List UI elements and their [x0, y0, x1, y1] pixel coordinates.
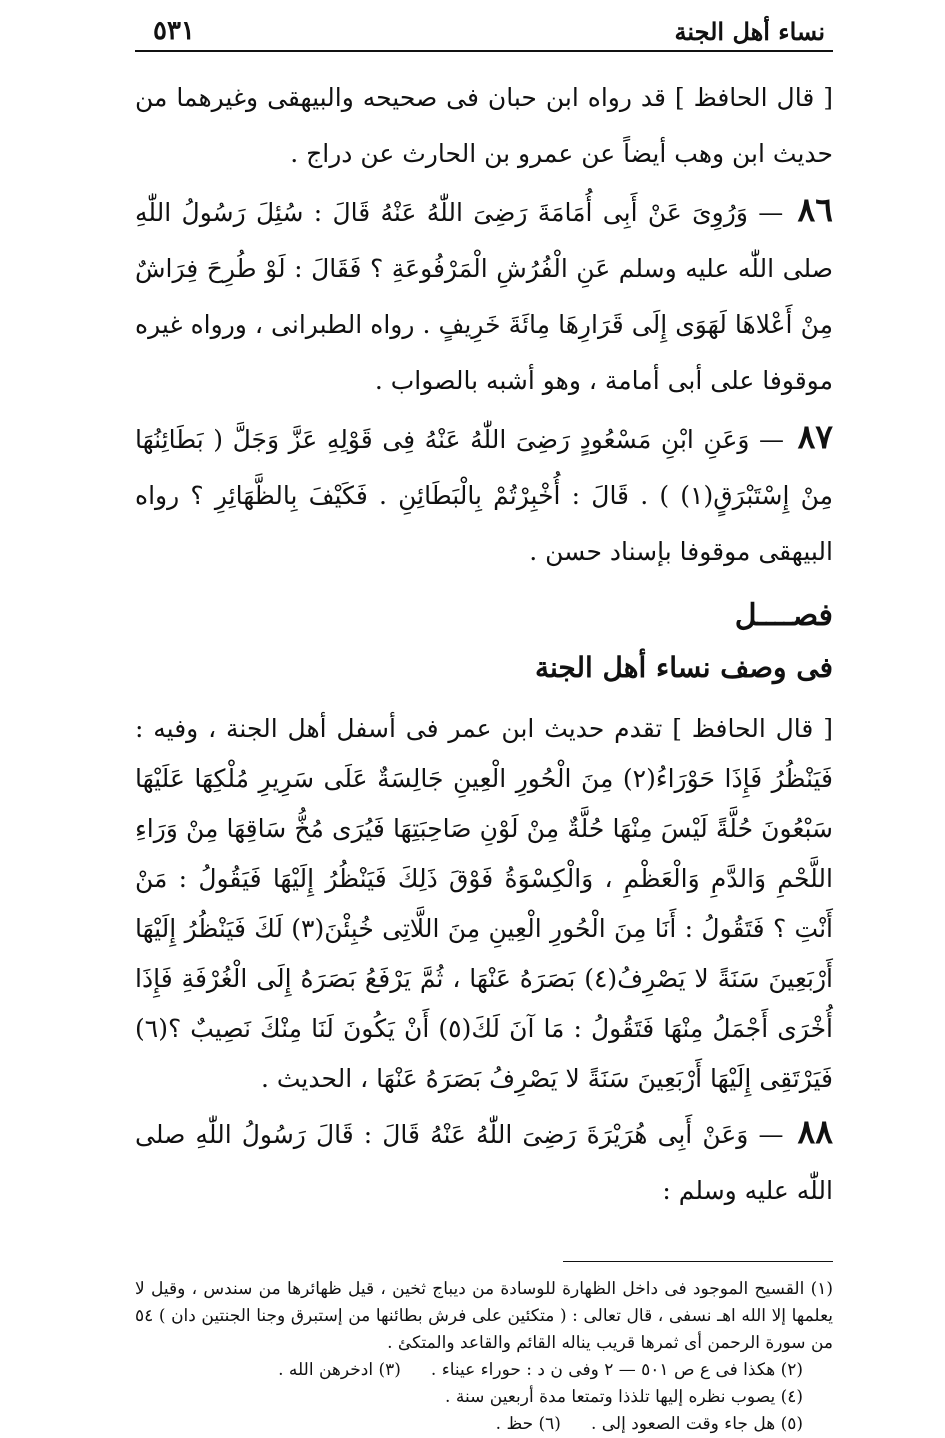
- section-title: فصــــل: [734, 598, 833, 633]
- footnotes: [135, 1276, 833, 1438]
- main-text: [135, 70, 833, 1219]
- intro-paragraph: [ قال الحافظ ] قد رواه ابن حبان فى صحيحه والبيهقى وغيرهما من حديث ابن وهب أيضاً عن عمرو بن الحارث عن دراج .: [135, 83, 833, 168]
- footnote-row: [135, 1384, 833, 1411]
- footnote-row: [135, 1357, 833, 1384]
- footnote-row: [135, 1411, 833, 1438]
- hadith-number: ٨٧: [797, 417, 834, 456]
- hadith-text: — وَعَنْ أَبِى هُرَيْرَةَ رَضِىَ اللّٰهُ عَنْهُ قَالَ : قَالَ رَسُولُ اللّٰهِ صلى اللّٰه عليه وسلم :: [135, 1120, 833, 1205]
- running-header: [135, 10, 833, 52]
- hadith-87: [135, 409, 833, 580]
- footnote-3: (٣) ادخرهن الله .: [278, 1360, 401, 1380]
- running-title: نساء أهل الجنة: [674, 17, 825, 46]
- footnote-5: (٥) هل جاء وقت الصعود إلى .: [590, 1414, 803, 1434]
- hadith-text: — وَرُوِىَ عَنْ أَبِى أُمَامَةَ رَضِىَ اللّٰهُ عَنْهُ قَالَ : سُئِلَ رَسُولُ اللّٰهِ صلى اللّٰه عليه وسلم عَنِ الْفُرُشِ الْمَرْفُوعَةِ ؟ فَقَالَ : لَوْ طُرِحَ فِرَاشٌ مِنْ أَعْلاهَا لَهَوَى إِلَى قَرَارِهَا مِائَةَ خَرِيفٍ . رواه الطبرانى ، ورواه غيره موقوفا على أبى أمامة ، وهو أشبه بالصواب .: [135, 198, 833, 395]
- page-number: ٥٣١: [153, 16, 195, 46]
- footnote-1: (١) القسيح الموجود فى داخل الظهارة للوسادة من ديباج ثخين ، قيل ظهائرها من سندس ، وقيل لا يعلمها إلا الله اهـ نسفى ، قال تعالى : ( متكئين على فرش بطائنها من إستبرق وجنا الجنتين دان ) ٥٤ من سورة الرحمن أى ثمرها قريب يناله القائم والقاعد والمتكئ .: [135, 1279, 833, 1353]
- fasl-paragraph: [ قال الحافظ ] تقدم حديث ابن عمر فى أسفل أهل الجنة ، وفيه : فَيَنْظُرُ فَإِذَا حَوْرَاءُ(٢) مِنَ الْحُورِ الْعِينِ جَالِسَةٌ عَلَى سَرِيرِ مُلْكِهَا عَلَيْهَا سَبْعُونَ حُلَّةً لَيْسَ مِنْهَا حُلَّةٌ مِنْ لَوْنِ صَاحِبَتِهَا فَيُرَى مُخُّ سَاقِهَا مِنْ وَرَاءِ اللَّحْمِ وَالدَّمِ وَالْعَظْمِ ، وَالْكِسْوَةُ فَوْقَ ذَلِكَ فَيَنْظُرُ إِلَيْهَا فَيَقُولُ : مَنْ أَنْتِ ؟ فَتَقُولُ : أَنَا مِنَ الْحُورِ الْعِينِ مِنَ اللَّاتِى خُبِئْنَ(٣) لَكَ فَيَنْظُرُ إِلَيْهَا أَرْبَعِينَ سَنَةً لا يَصْرِفُ(٤) بَصَرَهُ عَنْهَا ، ثُمَّ يَرْفَعُ بَصَرَهُ إِلَى الْغُرْفَةِ فَإِذَا أُخْرَى أَجْمَلُ مِنْهَا فَتَقُولُ : مَا آنَ لَكَ(٥) أَنْ يَكُونَ لَنَا مِنْكَ نَصِيبٌ ؟(٦) فَيَرْتَقِى إِلَيْهَا أَرْبَعِينَ سَنَةً لا يَصْرِفُ بَصَرَهُ عَنْهَا ، الحديث .: [135, 714, 834, 1093]
- hadith-text: — وَعَنِ ابْنِ مَسْعُودٍ رَضِىَ اللّٰهُ عَنْهُ فِى قَوْلِهِ عَزَّ وَجَلَّ ( بَطَائِنُهَا مِنْ إِسْتَبْرَقٍ(١) ) . قَالَ : أُخْبِرْتُمْ بِالْبَطَائِنِ . فَكَيْفَ بِالظَّهَائِرِ ؟ رواه البيهقى موقوفا بإسناد حسن .: [135, 425, 834, 566]
- footnote-divider: [563, 1261, 833, 1262]
- hadith-86: [135, 182, 833, 409]
- footnote-2: (٢) هكذا فى ع ص ٥٠١ — ٢ وفى ن د : حوراء عيناء .: [430, 1360, 803, 1380]
- section-subtitle: فى وصف نساء أهل الجنة: [534, 651, 833, 684]
- hadith-88: [135, 1104, 833, 1219]
- footnote-6: (٦) حظ .: [495, 1414, 561, 1434]
- hadith-number: ٨٨: [797, 1112, 833, 1151]
- footnote-4: (٤) يصوب نظره إليها تلذذا وتمتعا مدة أربعين سنة .: [445, 1387, 803, 1407]
- hadith-number: ٨٦: [797, 190, 833, 229]
